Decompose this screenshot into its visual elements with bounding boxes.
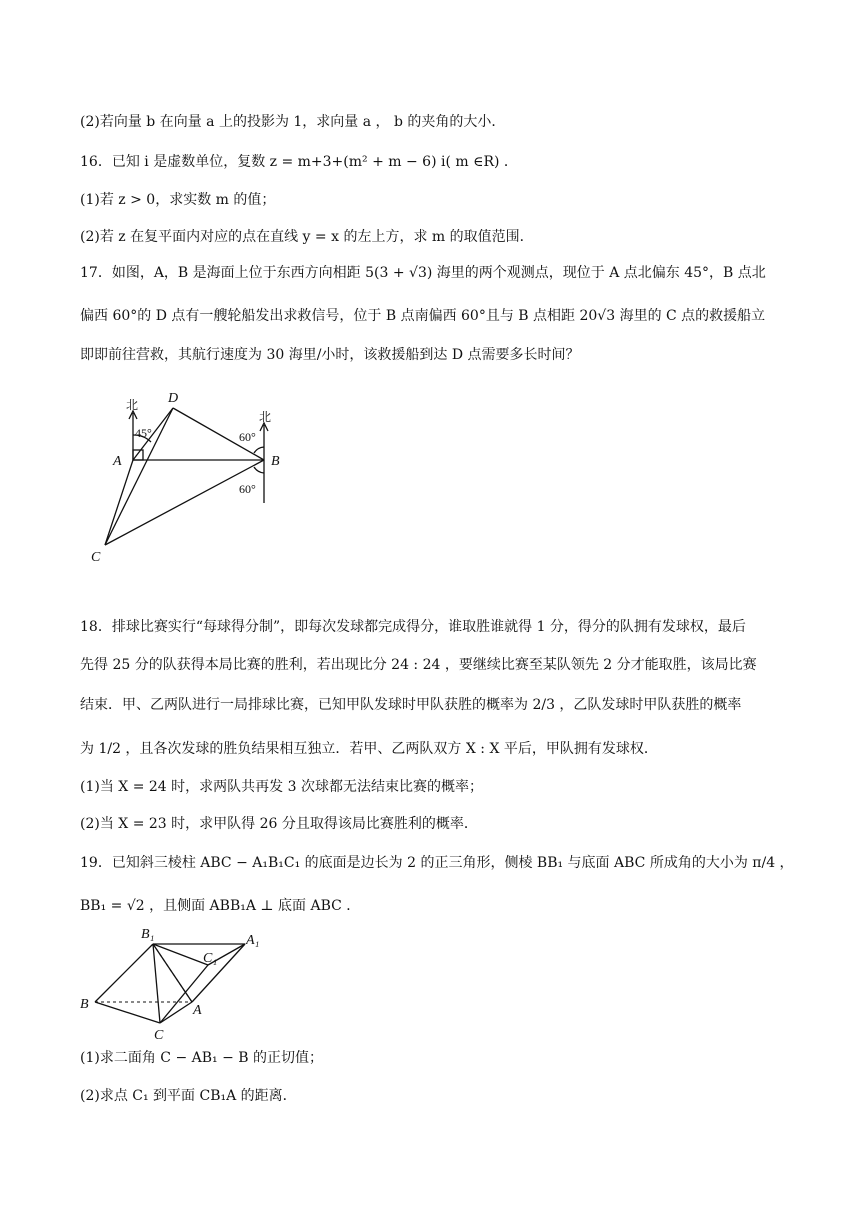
label-a: A bbox=[113, 454, 122, 469]
q19-stem-line1: 19．已知斜三棱柱 ABC − A₁B₁C₁ 的底面是边长为 2 的正三角形，侧棱 BB₁ 与底面 ABC 所成角的大小为 π/4 ， bbox=[80, 855, 794, 871]
label-c: C bbox=[91, 550, 101, 565]
q17-stem-line2: 偏西 60°的 D 点有一艘轮船发出求救信号，位于 B 点南偏西 60°且与 B 点相距 20√3 海里的 C 点的救援船立 bbox=[80, 308, 766, 324]
q16-part2: (2)若 z 在复平面内对应的点在直线 y = x 的左上方，求 m 的取值范围． bbox=[80, 229, 534, 245]
q19-stem-line2: BB₁ = √2 ，且侧面 ABB₁A ⊥ 底面 ABC ． bbox=[80, 898, 361, 914]
angle-60-top: 60° bbox=[239, 430, 256, 444]
label-a1: A₁ bbox=[246, 933, 260, 948]
label-a-bottom: A bbox=[193, 1003, 202, 1018]
label-c-bottom: C bbox=[154, 1028, 164, 1043]
north-label-a: 北 bbox=[126, 398, 139, 412]
q15-part2: (2)若向量 b 在向量 a 上的投影为 1，求向量 a ， b 的夹角的大小． bbox=[80, 114, 506, 130]
label-d: D bbox=[168, 391, 179, 406]
q17-figure bbox=[85, 385, 305, 570]
q17-stem-line1: 17．如图，A，B 是海面上位于东西方向相距 5(3 + √3) 海里的两个观测点，现位于 A 点北偏东 45°，B 点北 bbox=[80, 265, 766, 281]
q18-stem-line2: 先得 25 分的队获得本局比赛的胜利，若出现比分 24 : 24 ，要继续比赛至某队领先 2 分才能取胜，该局比赛 bbox=[80, 657, 757, 673]
q19-part1: (1)求二面角 C − AB₁ − B 的正切值； bbox=[80, 1050, 324, 1066]
q18-stem-line3: 结束．甲、乙两队进行一局排球比赛，已知甲队发球时甲队获胜的概率为 2/3 ，乙队发球时甲队获胜的概率 bbox=[80, 697, 742, 713]
north-label-b: 北 bbox=[259, 410, 272, 424]
q19-part2: (2)求点 C₁ 到平面 CB₁A 的距离． bbox=[80, 1088, 297, 1104]
label-b1: B₁ bbox=[141, 927, 155, 942]
q19-figure bbox=[75, 920, 275, 1045]
q16-part1: (1)若 z > 0，求实数 m 的值； bbox=[80, 192, 276, 208]
q18-part2: (2)当 X = 23 时，求甲队得 26 分且取得该局比赛胜利的概率． bbox=[80, 816, 478, 832]
q18-stem-line4: 为 1/2 ，且各次发球的胜负结果相互独立．若甲、乙两队双方 X : X 平后，甲队拥有发球权． bbox=[80, 741, 658, 757]
q18-stem-line1: 18．排球比赛实行“每球得分制”，即每次发球都完成得分，谁取胜谁就得 1 分，得分的队拥有发球权，最后 bbox=[80, 619, 746, 635]
label-b-bottom: B bbox=[80, 997, 89, 1012]
q18-part1: (1)当 X = 24 时，求两队共再发 3 次球都无法结束比赛的概率； bbox=[80, 779, 483, 795]
label-c1: C₁ bbox=[203, 951, 218, 966]
angle-45: 45° bbox=[135, 426, 152, 440]
angle-60-bottom: 60° bbox=[239, 482, 256, 496]
q16-stem: 16．已知 i 是虚数单位，复数 z = m+3+(m² + m − 6) i( m ∈R) ． bbox=[80, 154, 518, 170]
label-b: B bbox=[271, 454, 280, 469]
q17-stem-line3: 即即前往营救，其航行速度为 30 海里/小时，该救援船到达 D 点需要多长时间？ bbox=[80, 347, 580, 363]
